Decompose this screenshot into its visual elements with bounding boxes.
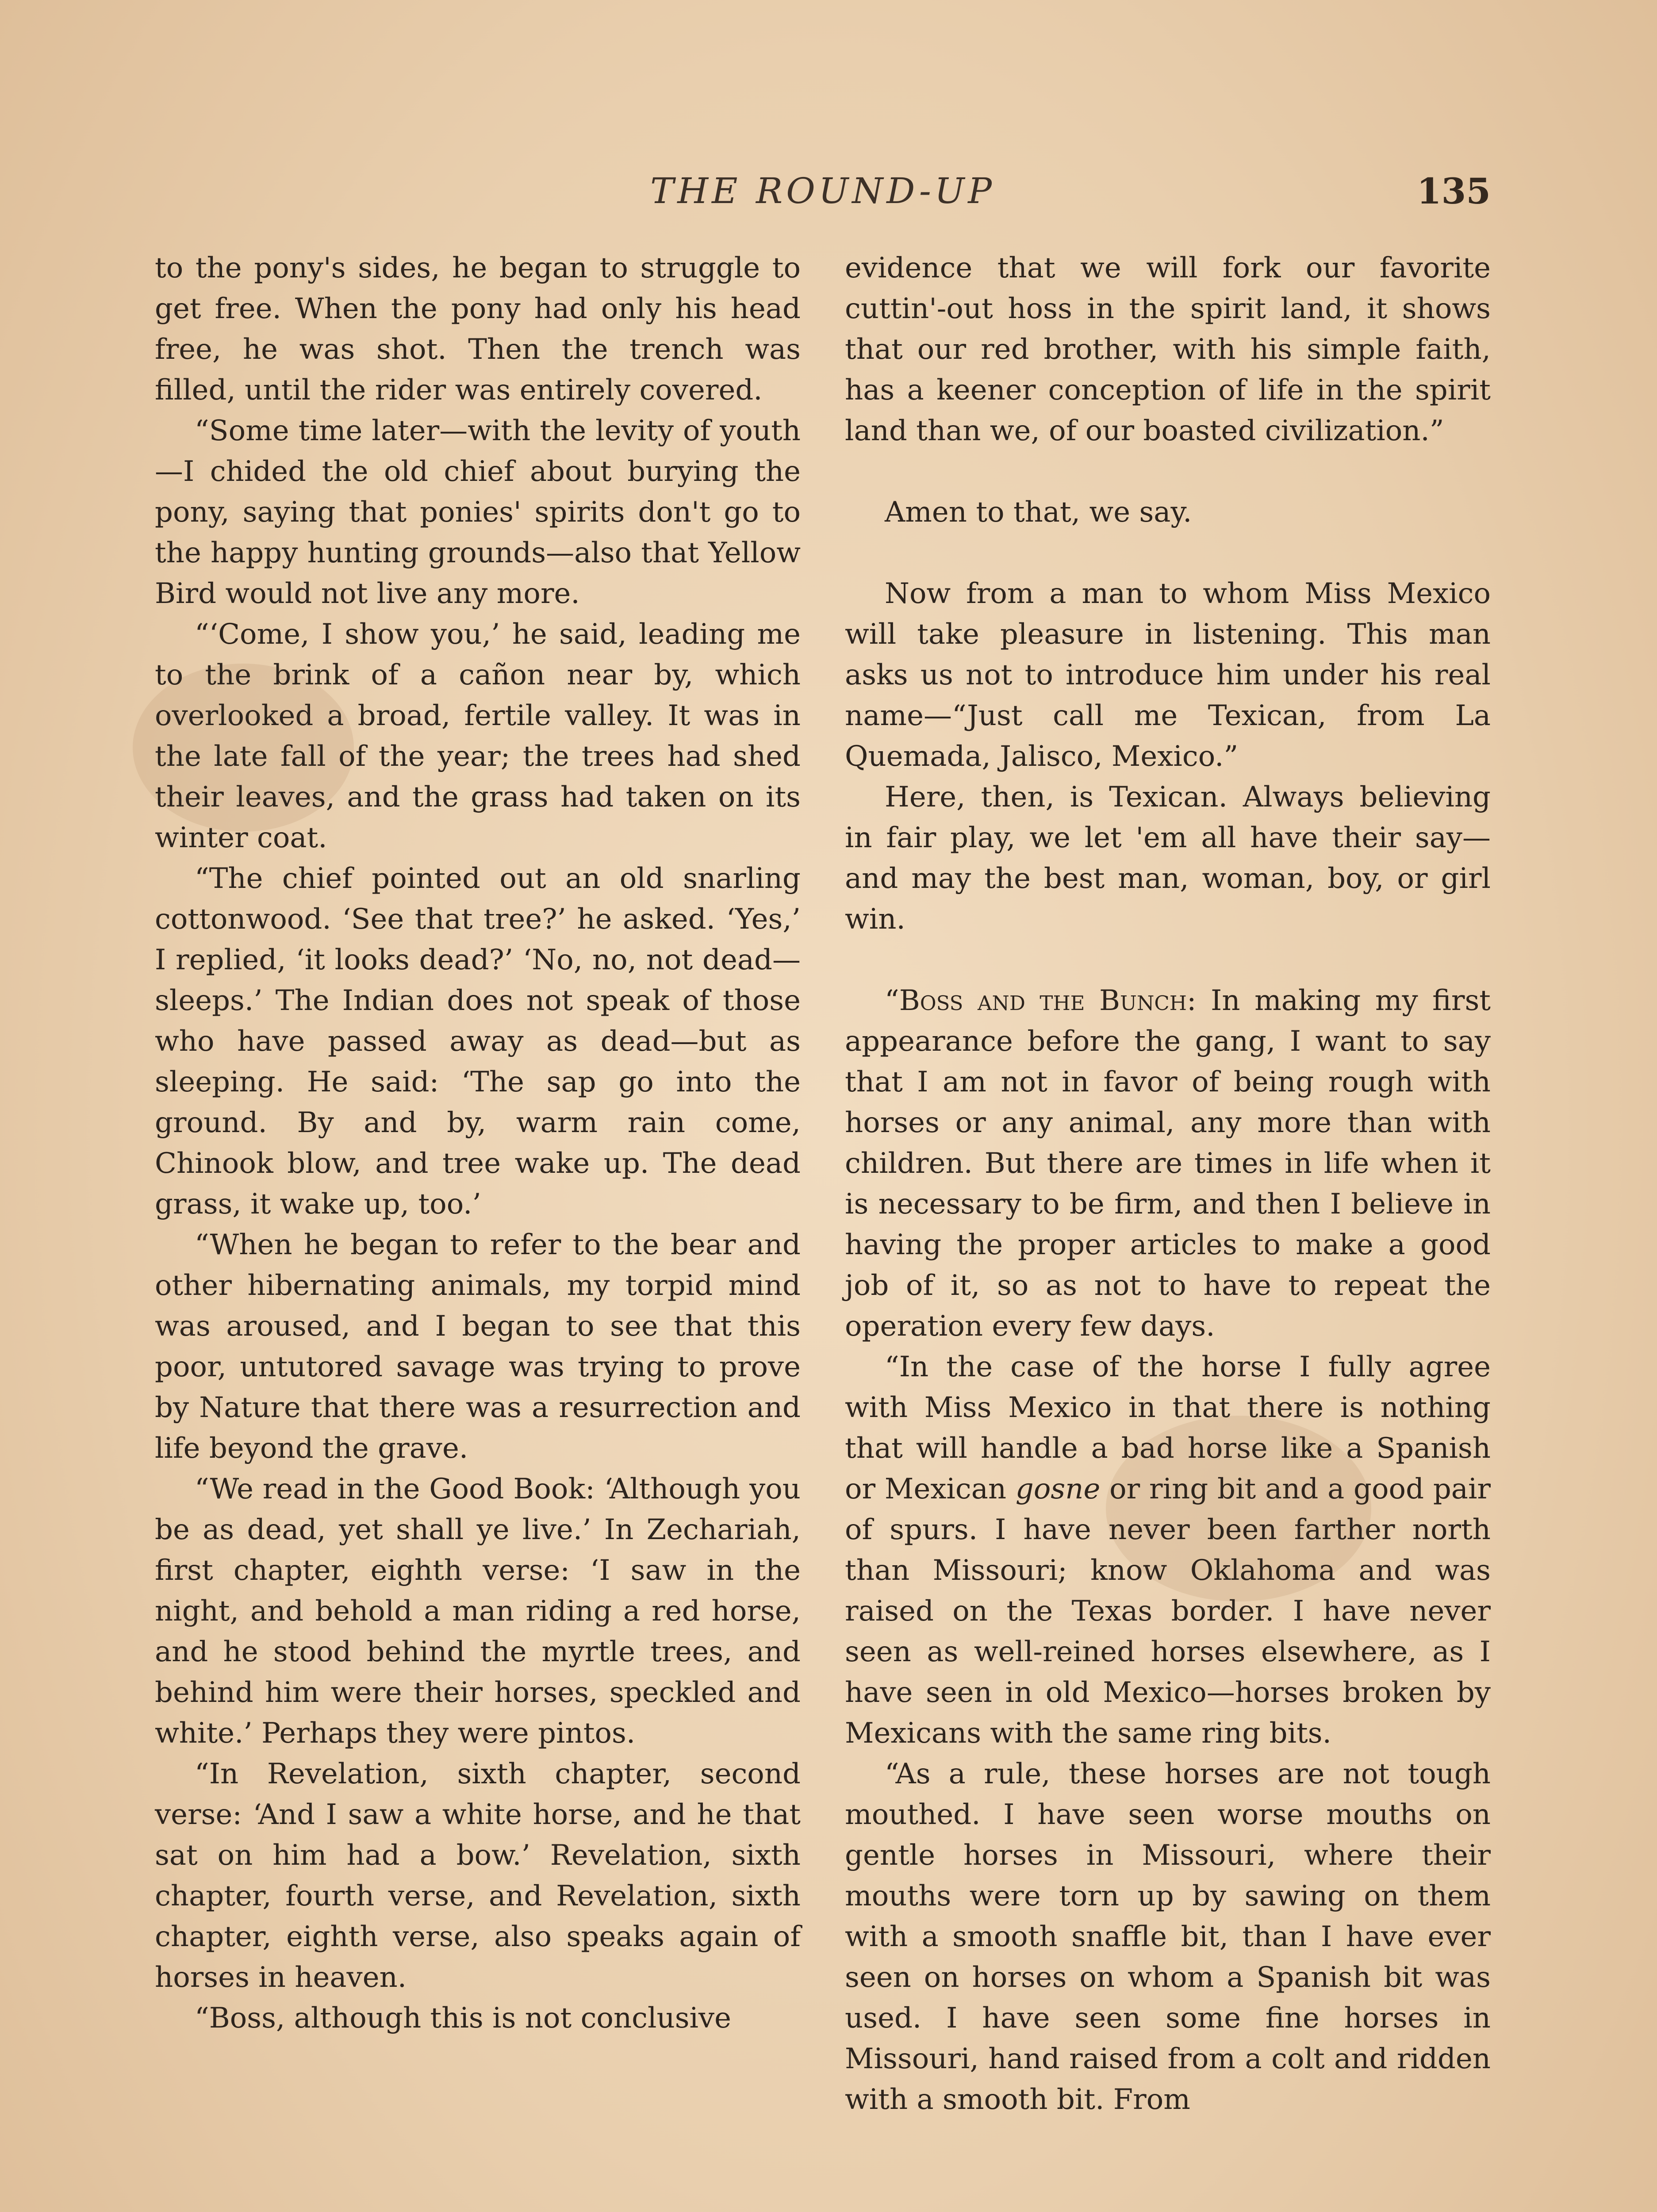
letter-salutation: “Boss and the Bunch <box>885 984 1187 1017</box>
paragraph: “Some time later—with the levity of youth—I chided the old chief about burying the pony, saying that ponies' spirits don't go to the happy hunting grounds—also that Yellow Bird would not live any more. <box>155 415 801 610</box>
paragraph <box>845 1347 1491 1754</box>
letter-text: : In making my first appearance before the gang, I want to say that I am not in favor of being rough with horses or any animal, any more than with children. But there are times in life when it is necessary to be firm, and then I believe in having the proper articles to make a good job of it, so as not to have to repeat the operation every few days. <box>845 984 1491 1343</box>
right-column <box>845 248 1491 2120</box>
italic-word: gosne <box>1015 1473 1101 1505</box>
paragraph: to the pony's sides, he began to struggle to get free. When the pony had only his head free, he was shot. Then the trench was filled, until the rider was entirely covered. <box>155 252 801 407</box>
paragraph: “In Revelation, sixth chapter, second verse: ‘And I saw a white horse, and he that sat on him had a bow.’ Revelation, sixth chapter, fourth verse, and Revelation, sixth chapter, eighth verse, also speaks again of horses in heaven. <box>155 1758 801 1994</box>
paragraph: evidence that we will fork our favorite cuttin'-out hoss in the spirit land, it shows that our red brother, with his simple faith, has a keener conception of life in the spirit land than we, of our boasted civilization.” <box>845 252 1491 447</box>
paragraph: “‘Come, I show you,’ he said, leading me to the brink of a cañon near by, which overlooked a broad, fertile valley. It was in the late fall of the year; the trees had shed their leaves, and the grass had taken on its winter coat. <box>155 618 801 854</box>
left-column <box>155 248 801 2039</box>
editor-comment: Amen to that, we say. <box>885 496 1192 529</box>
text-run: or ring bit and a good pair of spurs. I have never been farther north than Missouri; know Oklahoma and was raised on the Texas border. I have never seen as well-reined horses elsewhere, as I have seen in old Mexico—horses broken by Mexicans with the same ring bits. <box>845 1473 1491 1750</box>
paragraph: “When he began to refer to the bear and other hibernating animals, my torpid mind was aroused, and I began to see that this poor, untutored savage was trying to prove by Nature that there was a resurrection and life beyond the grave. <box>155 1229 801 1465</box>
paragraph: “As a rule, these horses are not tough mouthed. I have seen worse mouths on gentle horses in Missouri, where their mouths were torn up by sawing on them with a smooth snaffle bit, than I have ever seen on horses on whom a Spanish bit was used. I have seen some fine horses in Missouri, hand raised from a colt and ridden with a smooth bit. From <box>845 1758 1491 2116</box>
running-title: THE ROUND-UP <box>650 170 996 211</box>
paragraph: “The chief pointed out an old snarling cottonwood. ‘See that tree?’ he asked. ‘Yes,’ I replied, ‘it looks dead?’ ‘No, no, not dead—sleeps.’ The Indian does not speak of those who have passed away as dead—but as sleeping. He said: ‘The sap go into the ground. By and by, warm rain come, Chinook blow, and tree wake up. The dead grass, it wake up, too.’ <box>155 862 801 1221</box>
paragraph: Now from a man to whom Miss Mexico will take pleasure in listening. This man asks us not to introduce him under his real name—“Just call me Texican, from La Quemada, Jalisco, Mexico.” <box>845 577 1491 773</box>
paragraph: “We read in the Good Book: ‘Although you be as dead, yet shall ye live.’ In Zechariah, first chapter, eighth verse: ‘I saw in the night, and behold a man riding a red horse, and he stood behind the myrtle trees, and behind him were their horses, speckled and white.’ Perhaps they were pintos. <box>155 1473 801 1750</box>
paragraph: “Boss, although this is not conclusive <box>195 2002 732 2035</box>
paragraph: Here, then, is Texican. Always believing in fair play, we let 'em all have their say—and may the best man, woman, boy, or girl win. <box>845 781 1491 936</box>
text-run: “In the case of the horse I fully agree with Miss Mexico in that there is nothing that will handle a bad horse like a Spanish or Mexican <box>845 1351 1491 1505</box>
letter-paragraph <box>845 980 1491 1347</box>
page-number: 135 <box>1417 170 1491 212</box>
page-header <box>159 170 1491 219</box>
